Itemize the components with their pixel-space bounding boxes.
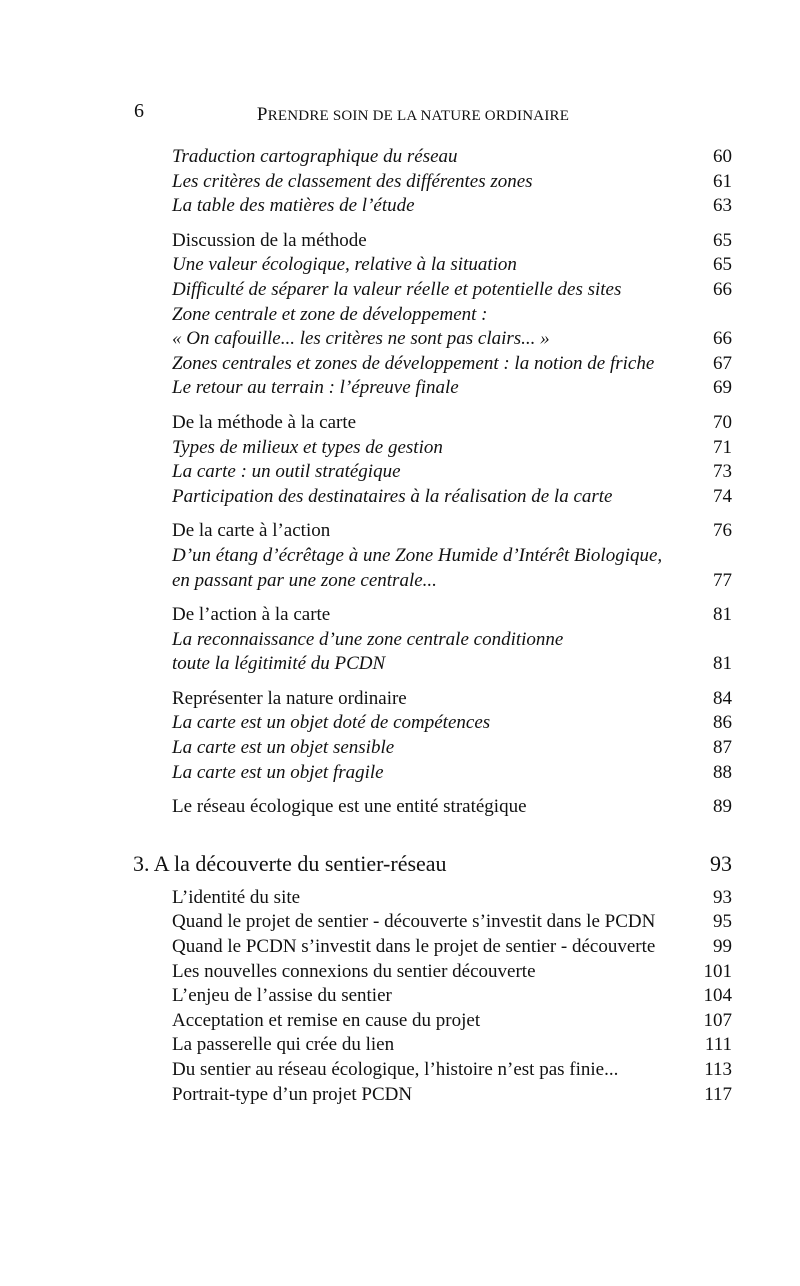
- toc-entry[interactable]: [172, 1058, 732, 1083]
- toc-entry-line: Quand le projet de sentier - découverte s’investit dans le PCDN: [172, 911, 656, 933]
- toc-subentry[interactable]: [172, 170, 732, 195]
- toc-page-number: 66: [713, 278, 732, 300]
- toc-entry-title: [172, 376, 692, 401]
- toc-entry-title: [172, 687, 692, 712]
- toc-entry-line: Du sentier au réseau écologique, l’histoire n’est pas finie...: [172, 1059, 619, 1080]
- toc-page-number: 117: [704, 1083, 732, 1105]
- toc-subentry[interactable]: [172, 278, 732, 303]
- toc-entry-title: [172, 628, 692, 677]
- toc-subentry[interactable]: [172, 303, 732, 352]
- toc-entry-line: La carte : un outil stratégique: [172, 461, 401, 483]
- toc-entry-line: Types de milieux et types de gestion: [172, 436, 443, 458]
- toc-entry-line: Participation des destinataires à la réalisation de la carte: [172, 485, 613, 507]
- toc-page-number: 61: [713, 170, 732, 192]
- toc-page-number: 93: [710, 850, 732, 876]
- toc-entry[interactable]: [172, 910, 732, 935]
- toc-entry-line: Portrait-type d’un projet PCDN: [172, 1083, 413, 1105]
- toc-page-number: 111: [704, 1034, 732, 1056]
- toc-entry-title: [172, 460, 692, 485]
- toc-entry-line: Les nouvelles connexions du sentier découverte: [172, 960, 536, 982]
- toc-entry-title: [172, 303, 692, 352]
- toc-page-number: 113: [704, 1059, 732, 1080]
- toc-entry-title: [172, 411, 692, 436]
- toc-entry-title: [172, 1083, 692, 1108]
- toc-entry-line: Une valeur écologique, relative à la situation: [172, 254, 517, 276]
- toc-entry[interactable]: [172, 519, 732, 544]
- toc-entry[interactable]: [172, 886, 732, 911]
- toc-entry[interactable]: [172, 687, 732, 712]
- toc-entry[interactable]: [172, 229, 732, 254]
- toc-page-number: 77: [713, 569, 732, 591]
- toc-page-number: 73: [713, 461, 732, 483]
- toc-group: [172, 519, 732, 593]
- toc-entry-title: [172, 886, 692, 911]
- toc-entry[interactable]: [172, 984, 732, 1009]
- toc-entry-title: [172, 436, 692, 461]
- toc-entry-line: De la carte à l’action: [172, 520, 331, 542]
- toc-entry-title: [172, 229, 692, 254]
- toc-entry-line: La carte est un objet sensible: [172, 737, 395, 759]
- toc-entry-line: L’identité du site: [172, 886, 301, 908]
- toc-entry-line: Quand le PCDN s’investit dans le projet de sentier - découverte: [172, 936, 656, 958]
- toc-entry-line: La passerelle qui crée du lien: [172, 1034, 395, 1056]
- toc-entry-title: [172, 984, 692, 1009]
- toc-subentry[interactable]: [172, 485, 732, 510]
- toc-group: [172, 603, 732, 677]
- toc-entry-title: [172, 145, 692, 170]
- toc-entry-line: 3. A la découverte du sentier-réseau: [133, 850, 447, 876]
- toc-entry-line: Les critères de classement des différentes zones: [172, 170, 533, 192]
- toc-page-number: 81: [713, 653, 732, 675]
- toc-page-number: 93: [713, 886, 732, 908]
- toc-group: [172, 687, 732, 785]
- toc-subentry[interactable]: [172, 628, 732, 677]
- toc-group: [172, 411, 732, 509]
- toc-entry-title: [172, 485, 692, 510]
- toc-entry-title: [172, 194, 692, 219]
- toc-entry-line: Discussion de la méthode: [172, 229, 367, 251]
- toc-entry-line: toute la légitimité du PCDN: [172, 653, 386, 675]
- toc-group: [172, 795, 732, 820]
- toc-entry-title: [172, 935, 692, 960]
- toc-entry-title: [172, 1009, 692, 1034]
- toc-page-number: 99: [713, 936, 732, 958]
- toc-entry-title: [172, 519, 692, 544]
- toc-page-number: 76: [713, 520, 732, 542]
- toc-entry-title: [172, 711, 692, 736]
- toc-entry-line: Zone centrale et zone de développement :: [172, 303, 488, 325]
- toc-entry-line: Difficulté de séparer la valeur réelle et potentielle des sites: [172, 278, 622, 300]
- toc-group: [172, 145, 732, 219]
- toc-entry-line: en passant par une zone centrale...: [172, 569, 437, 591]
- toc-entry-title: [172, 795, 692, 820]
- toc-page-number: 107: [703, 1009, 732, 1031]
- toc-subentry[interactable]: [172, 376, 732, 401]
- toc-subentry[interactable]: [172, 436, 732, 461]
- toc-entry-line: Le retour au terrain : l’épreuve finale: [172, 377, 459, 399]
- toc-subentry[interactable]: [172, 352, 732, 377]
- toc-entry[interactable]: [172, 1083, 732, 1108]
- toc-subentry[interactable]: [172, 761, 732, 786]
- toc-entry[interactable]: [172, 935, 732, 960]
- toc-page-number: 63: [713, 195, 732, 217]
- toc-page-number: 95: [713, 911, 732, 933]
- toc-entry[interactable]: [172, 795, 732, 820]
- toc-subentry[interactable]: [172, 253, 732, 278]
- toc-entry-title: [133, 851, 692, 877]
- toc-entry[interactable]: [172, 960, 732, 985]
- toc-subentry[interactable]: [172, 736, 732, 761]
- toc-entry-line: De l’action à la carte: [172, 604, 331, 626]
- toc-entry-line: La table des matières de l’étude: [172, 195, 415, 217]
- toc-subentry[interactable]: [172, 194, 732, 219]
- toc-entry[interactable]: [172, 1009, 732, 1034]
- toc-page-number: 101: [703, 960, 732, 982]
- toc-page-number: 66: [713, 328, 732, 350]
- toc-page-number: 65: [713, 254, 732, 276]
- toc-page-number: 86: [713, 712, 732, 734]
- toc-page-number: 60: [713, 146, 732, 167]
- toc-page-number: 69: [713, 377, 732, 399]
- toc-entry-title: [172, 352, 692, 377]
- toc-entry-line: Acceptation et remise en cause du projet: [172, 1009, 481, 1031]
- toc-entry[interactable]: [172, 603, 732, 628]
- toc-entry-line: Traduction cartographique du réseau: [172, 146, 458, 167]
- toc-page-number: 87: [713, 737, 732, 759]
- toc-entry-line: De la méthode à la carte: [172, 411, 357, 433]
- running-title: [0, 104, 800, 126]
- toc-subentry[interactable]: [172, 544, 732, 593]
- toc-page-number: 65: [713, 229, 732, 251]
- toc-entry-line: Le réseau écologique est une entité stratégique: [172, 796, 527, 818]
- toc-group: [172, 886, 732, 1107]
- toc-entry-title: [172, 761, 692, 786]
- toc-entry-line: « On cafouille... les critères ne sont pas clairs... »: [172, 328, 550, 350]
- toc-entry-title: [172, 960, 692, 985]
- toc-entry-title: [172, 603, 692, 628]
- toc-page-number: 74: [713, 485, 732, 507]
- toc-entry[interactable]: [172, 411, 732, 436]
- toc-page-number: 89: [713, 796, 732, 818]
- toc-page-number: 84: [713, 687, 732, 709]
- toc-entry-title: [172, 253, 692, 278]
- toc-entry-title: [172, 170, 692, 195]
- toc-page-number: 71: [713, 436, 732, 458]
- toc-entry-title: [172, 736, 692, 761]
- toc-entry-line: La carte est un objet fragile: [172, 761, 384, 783]
- toc-group: [172, 229, 732, 401]
- toc-page-number: 81: [713, 604, 732, 626]
- table-of-contents: [133, 145, 732, 1107]
- running-title-initial: P: [256, 104, 268, 125]
- toc-entry-title: [172, 1033, 692, 1058]
- toc-entry-line: D’un étang d’écrêtage à une Zone Humide d’Intérêt Biologique,: [172, 544, 663, 566]
- toc-entry-title: [172, 910, 692, 935]
- toc-page-number: 88: [713, 761, 732, 783]
- toc-entry-title: [172, 278, 692, 303]
- toc-entry-line: La reconnaissance d’une zone centrale conditionne: [172, 628, 564, 650]
- toc-page-number: 70: [713, 411, 732, 433]
- toc-entry-line: La carte est un objet doté de compétences: [172, 712, 491, 734]
- toc-subentry[interactable]: [172, 145, 732, 170]
- running-title-rest: RENDRE SOIN DE LA NATURE ORDINAIRE: [267, 108, 570, 124]
- page-number: 6: [134, 100, 144, 122]
- toc-subentry[interactable]: [172, 460, 732, 485]
- toc-entry-title: [172, 544, 692, 593]
- toc-entry-line: L’enjeu de l’assise du sentier: [172, 985, 392, 1007]
- toc-entry-title: [172, 1058, 692, 1083]
- toc-page-number: 104: [703, 985, 732, 1007]
- toc-entry-line: Représenter la nature ordinaire: [172, 687, 407, 709]
- toc-page-number: 67: [713, 352, 732, 374]
- toc-entry[interactable]: [172, 1033, 732, 1058]
- toc-entry-line: Zones centrales et zones de développement : la notion de friche: [172, 352, 655, 374]
- toc-subentry[interactable]: [172, 711, 732, 736]
- toc-chapter-heading[interactable]: [133, 851, 732, 877]
